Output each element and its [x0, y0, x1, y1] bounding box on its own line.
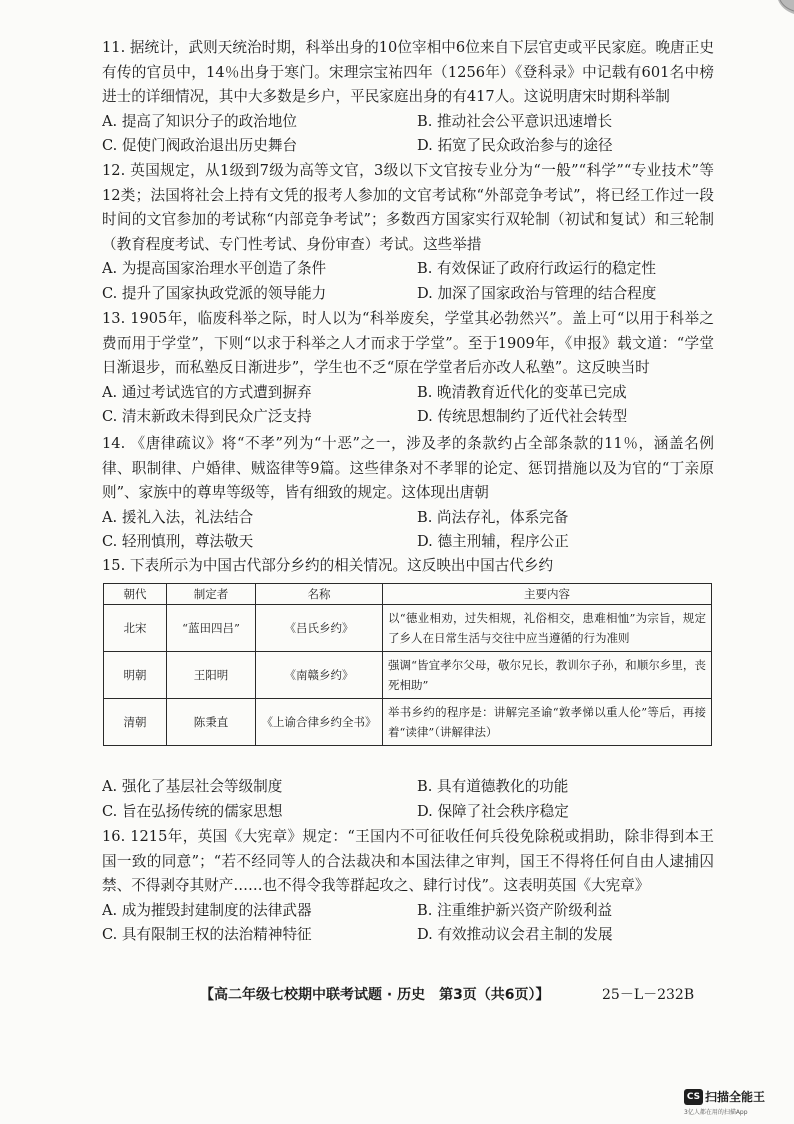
option-a: A. 强化了基层社会等级制度: [102, 778, 283, 795]
option-c: C. 具有限制王权的法治精神特征: [102, 926, 312, 944]
question-15-options: [102, 775, 714, 824]
page-footer: [200, 984, 720, 1004]
option-c: C. 促使门阀政治退出历史舞台: [102, 137, 298, 155]
watermark-name: 扫描全能王: [705, 1090, 766, 1104]
option-b: B. 注重维护新兴资产阶级利益: [417, 901, 613, 919]
cell-content: 举书乡约的程序是：讲解完圣谕“敦孝悌以重人伦”等后，再接着“读律”（讲解律法）: [383, 699, 712, 746]
option-c: C. 提升了国家执政党派的领导能力: [102, 284, 327, 302]
cell-title: 《上谕合律乡约全书》: [256, 699, 383, 746]
question-stem: 12. 英国规定，从1级到7级为高等文官，3级以下文官按专业分为“一般”“科学”“专业技术”等12类；法国将社会上持有文凭的报考人参加的文官考试称“外部竞争考试”，将已经工作过一段时间的文官参加的考试称“内部竞争考试”；多数西方国家实行双轮制（初试和复试）和三轮制（教育程度考试、专门性考试、身份审查）考试。这些举措: [102, 162, 714, 253]
table-row: [104, 699, 712, 746]
option-b: B. 尚法存礼，体系完备: [417, 508, 569, 526]
cell-dynasty: 清朝: [104, 699, 167, 746]
question-11: [102, 36, 714, 159]
option-b: B. 晚清教育近代化的变革已完成: [417, 383, 627, 401]
question-13: [102, 307, 714, 430]
cell-content: 以“德业相劝，过失相规，礼俗相交，患难相恤”为宗旨，规定了乡人在日常生活与交往中应当遵循的行为准则: [383, 605, 712, 652]
option-b: B. 有效保证了政府行政运行的稳定性: [417, 260, 656, 278]
footer-title: 【高二年级七校期中联考试题 · 历史 第3页（共6页）】: [200, 987, 550, 1003]
question-stem: 16. 1215年，英国《大宪章》规定：“王国内不可征收任何兵役免除税或捐助，除非得到本王国一致的同意”；“若不经同等人的合法裁决和本国法律之审判，国王不得将任何自由人逮捕囚禁、不得剥夺其财产……也不得令我等群起攻之、肆行讨伐”。这表明英国《大宪章》: [102, 828, 714, 895]
option-d: D. 德主刑辅，程序公正: [417, 533, 569, 551]
option-a: A. 成为摧毁封建制度的法律武器: [102, 901, 312, 919]
cell-dynasty: 明朝: [104, 652, 167, 699]
scanner-watermark: [684, 1086, 784, 1116]
option-c: C. 旨在弘扬传统的儒家思想: [102, 802, 283, 820]
option-list: [102, 506, 714, 555]
cell-title: 《吕氏乡约》: [256, 605, 383, 652]
cell-dynasty: 北宋: [104, 605, 167, 652]
option-b: B. 具有道德教化的功能: [417, 778, 569, 795]
option-list: [102, 381, 714, 430]
question-16: [102, 825, 714, 948]
option-d: D. 加深了国家政治与管理的结合程度: [417, 284, 657, 302]
cell-author: 陈秉直: [167, 699, 256, 746]
option-d: D. 拓宽了民众政治参与的途径: [417, 137, 613, 155]
header-dynasty: 朝代: [104, 584, 167, 605]
option-list: [102, 110, 714, 159]
question-15: [102, 554, 714, 579]
option-list: [102, 775, 714, 824]
option-d: D. 传统思想制约了近代社会转型: [417, 408, 628, 426]
header-content: 主要内容: [383, 584, 712, 605]
option-a: A. 为提高国家治理水平创造了条件: [102, 260, 327, 278]
table-row: [104, 605, 712, 652]
table-header-row: [104, 584, 712, 605]
xiangyue-table: [103, 583, 712, 746]
option-list: [102, 257, 714, 306]
cell-title: 《南赣乡约》: [256, 652, 383, 699]
option-b: B. 推动社会公平意识迅速增长: [417, 112, 613, 130]
question-stem: 11. 据统计，武则天统治时期，科举出身的10位宰相中6位来自下层官吏或平民家庭。晚唐正史有传的官员中，14％出身于寒门。宋理宗宝祐四年（1256年）《登科录》中记载有601名中榜进士的详细情况，其中大多数是乡户，平民家庭出身的有417人。这说明唐宋时期科举制: [102, 39, 714, 106]
option-list: [102, 899, 714, 948]
header-title: 名称: [256, 584, 383, 605]
question-stem: 14. 《唐律疏议》将“不孝”列为“十恶”之一，涉及孝的条款约占全部条款的11％，涵盖名例律、职制律、户婚律、贼盗律等9篇。这些律条对不孝罪的论定、惩罚措施以及为官的“丁亲原则”、家族中的尊卑等级等，皆有细致的规定。这体现出唐朝: [102, 435, 714, 502]
option-a: A. 提高了知识分子的政治地位: [102, 112, 297, 130]
cell-author: “蓝田四吕”: [167, 605, 256, 652]
question-14: [102, 432, 714, 555]
page-corner-mark: [768, 0, 794, 26]
option-a: A. 通过考试选官的方式遭到摒弃: [102, 383, 312, 401]
option-d: D. 保障了社会秩序稳定: [417, 802, 569, 820]
question-12: [102, 159, 714, 307]
camscanner-logo-icon: CS: [684, 1089, 703, 1105]
watermark-subtitle: 3亿人都在用的扫描App: [684, 1109, 748, 1116]
footer-code: 25－L－232B: [602, 987, 695, 1003]
option-d: D. 有效推动议会君主制的发展: [417, 926, 613, 944]
cell-content: 强调“皆宜孝尔父母，敬尔兄长，教训尔子孙，和顺尔乡里，丧死相助”: [383, 652, 712, 699]
table-row: [104, 652, 712, 699]
option-a: A. 援礼入法，礼法结合: [102, 508, 254, 526]
option-c: C. 轻刑慎刑，尊法敬天: [102, 533, 254, 551]
question-stem: 13. 1905年，临废科举之际，时人以为“科举废矣，学堂其必勃然兴”。盖上可“以用于科举之费而用于学堂”，下则“以求于科举之人才而求于学堂”。至于1909年，《申报》载文道：“学堂日渐退步，而私塾反日渐进步”，学生也不乏“原在学堂者后亦改人私塾”。这反映当时: [102, 310, 714, 377]
header-author: 制定者: [167, 584, 256, 605]
option-c: C. 清末新政未得到民众广泛支持: [102, 408, 312, 426]
cell-author: 王阳明: [167, 652, 256, 699]
question-stem: 15. 下表所示为中国古代部分乡约的相关情况。这反映出中国古代乡约: [102, 557, 554, 574]
